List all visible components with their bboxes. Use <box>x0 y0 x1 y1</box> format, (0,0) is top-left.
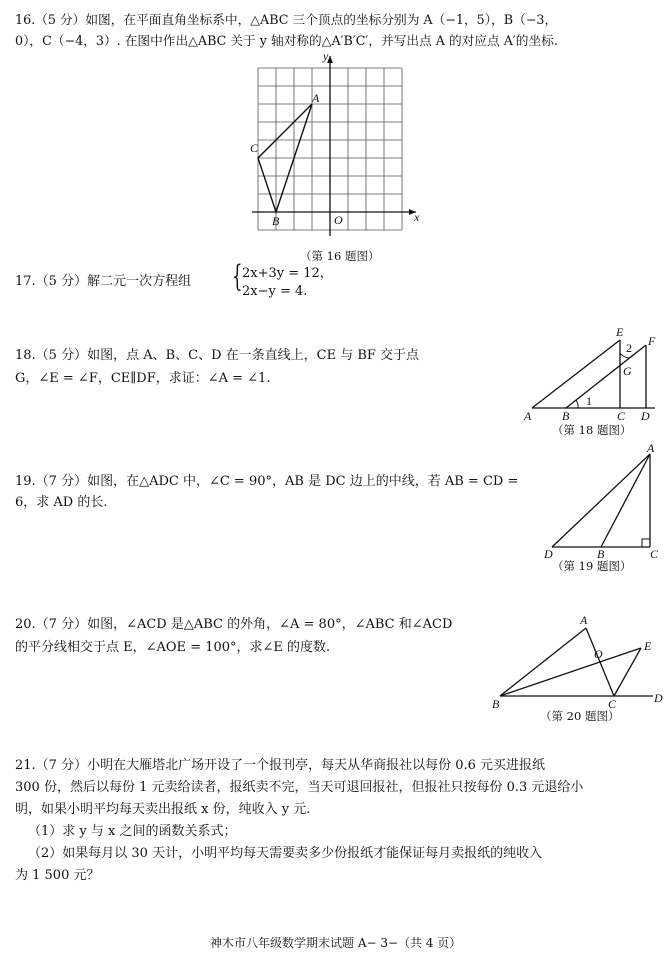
q20-label-d: D <box>654 691 663 705</box>
q18-label-g: G <box>623 364 632 378</box>
q21-text-line6: 为 1 500 元？ <box>15 868 100 883</box>
q20-figure <box>488 608 668 711</box>
q16-label-b: B <box>272 214 280 228</box>
q21-text-line3: 明，如果小明平均每天卖出报纸 x 份，纯收入 y 元. <box>15 802 311 817</box>
q20-text-line1: 20.（7 分）如图，∠ACD 是△ABC 的外角，∠A = 80°，∠ABC 和∠ACD <box>15 617 453 632</box>
q20-label-c: C <box>608 697 617 711</box>
q21-text-line1: 21.（7 分）小明在大雁塔北广场开设了一个报刊亭，每天从华商报社以每份 0.6 元买进报纸 <box>15 758 546 773</box>
q19-label-d: D <box>544 547 553 561</box>
q16-text-line2: 0），C（−4，3）. 在图中作出△ABC 关于 y 轴对称的△A′B′C′，并写出点 A 的对应点 A′的坐标. <box>15 33 558 48</box>
q18-label-b: B <box>562 409 570 423</box>
q19-text-line2: 6，求 AD 的长. <box>15 495 108 510</box>
q16-label-x: x <box>414 210 420 224</box>
q18-label-f: F <box>648 334 656 348</box>
q18-angle1-arc <box>576 400 578 408</box>
page-footer: 神木市八年级数学期末试题 A− 3−（共 4 页） <box>210 936 462 950</box>
q21-text-line4: （1）求 y 与 x 之间的函数关系式； <box>28 824 237 839</box>
q20-caption: （第 20 题图） <box>540 709 620 723</box>
q19-label-b: B <box>597 547 605 561</box>
q20-text-line2: 的平分线相交于点 E，∠AOE = 100°，求∠E 的度数. <box>15 640 331 655</box>
q17-equation-1: 2x+3y = 12， <box>242 266 333 281</box>
q20-label-a: A <box>580 613 588 627</box>
q20-line-be <box>500 648 641 696</box>
q18-line-bf <box>566 345 646 408</box>
q17-text: 17.（5 分）解二元一次方程组 <box>15 274 192 289</box>
q18-label-c: C <box>617 409 626 423</box>
q16-caption: （第 16 题图） <box>300 249 380 263</box>
q19-text-line1: 19.（7 分）如图，在△ADC 中，∠C = 90°，AB 是 DC 边上的中线，若 AB = CD = <box>15 474 519 489</box>
q21-text-line5: （2）如果每月以 30 天计，小明平均每天需要卖多少份报纸才能保证每月卖报纸的纯收入 <box>28 846 543 861</box>
q16-coordinate-grid <box>240 50 440 250</box>
q19-line-ad <box>552 454 650 547</box>
q18-label-e: E <box>616 325 624 339</box>
q16-label-o: O <box>334 213 343 227</box>
q16-label-c: C <box>250 141 259 155</box>
q19-caption: （第 19 题图） <box>552 559 632 573</box>
q18-label-a: A <box>524 409 532 423</box>
q19-label-c: C <box>650 547 659 561</box>
q18-line-ae <box>532 340 620 408</box>
q18-label-2: 2 <box>626 341 632 355</box>
q16-text-line1: 16.（5 分）如图，在平面直角坐标系中，△ABC 三个顶点的坐标分别为 A（−1，5），B（−3， <box>15 12 558 27</box>
q17-equation-2: 2x−y = 4. <box>242 284 308 299</box>
q20-label-b: B <box>492 697 500 711</box>
q18-label-1: 1 <box>586 394 592 408</box>
q19-label-a: A <box>647 441 655 455</box>
q20-line-ba <box>500 628 586 696</box>
q17-brace: { <box>232 259 243 294</box>
q20-label-o: O <box>594 647 603 661</box>
q19-line-ab <box>601 454 650 547</box>
q16-label-a: A <box>312 91 320 105</box>
q19-figure <box>538 440 670 560</box>
q18-text-line2: G，∠E = ∠F，CE∥DF，求证：∠A = ∠1. <box>15 371 271 386</box>
q21-text-line2: 300 份，然后以每份 1 元卖给读者，报纸卖不完，当天可退回报社，但报社只按每份 0.3 元退给小 <box>15 780 584 795</box>
q20-label-e: E <box>644 639 652 653</box>
q18-label-d: D <box>641 409 650 423</box>
q19-right-angle-mark <box>642 539 650 547</box>
q18-text-line1: 18.（5 分）如图，点 A、B、C、D 在一条直线上，CE 与 BF 交于点 <box>15 348 420 363</box>
q16-label-y: y <box>323 49 329 63</box>
q18-caption: （第 18 题图） <box>552 423 632 437</box>
